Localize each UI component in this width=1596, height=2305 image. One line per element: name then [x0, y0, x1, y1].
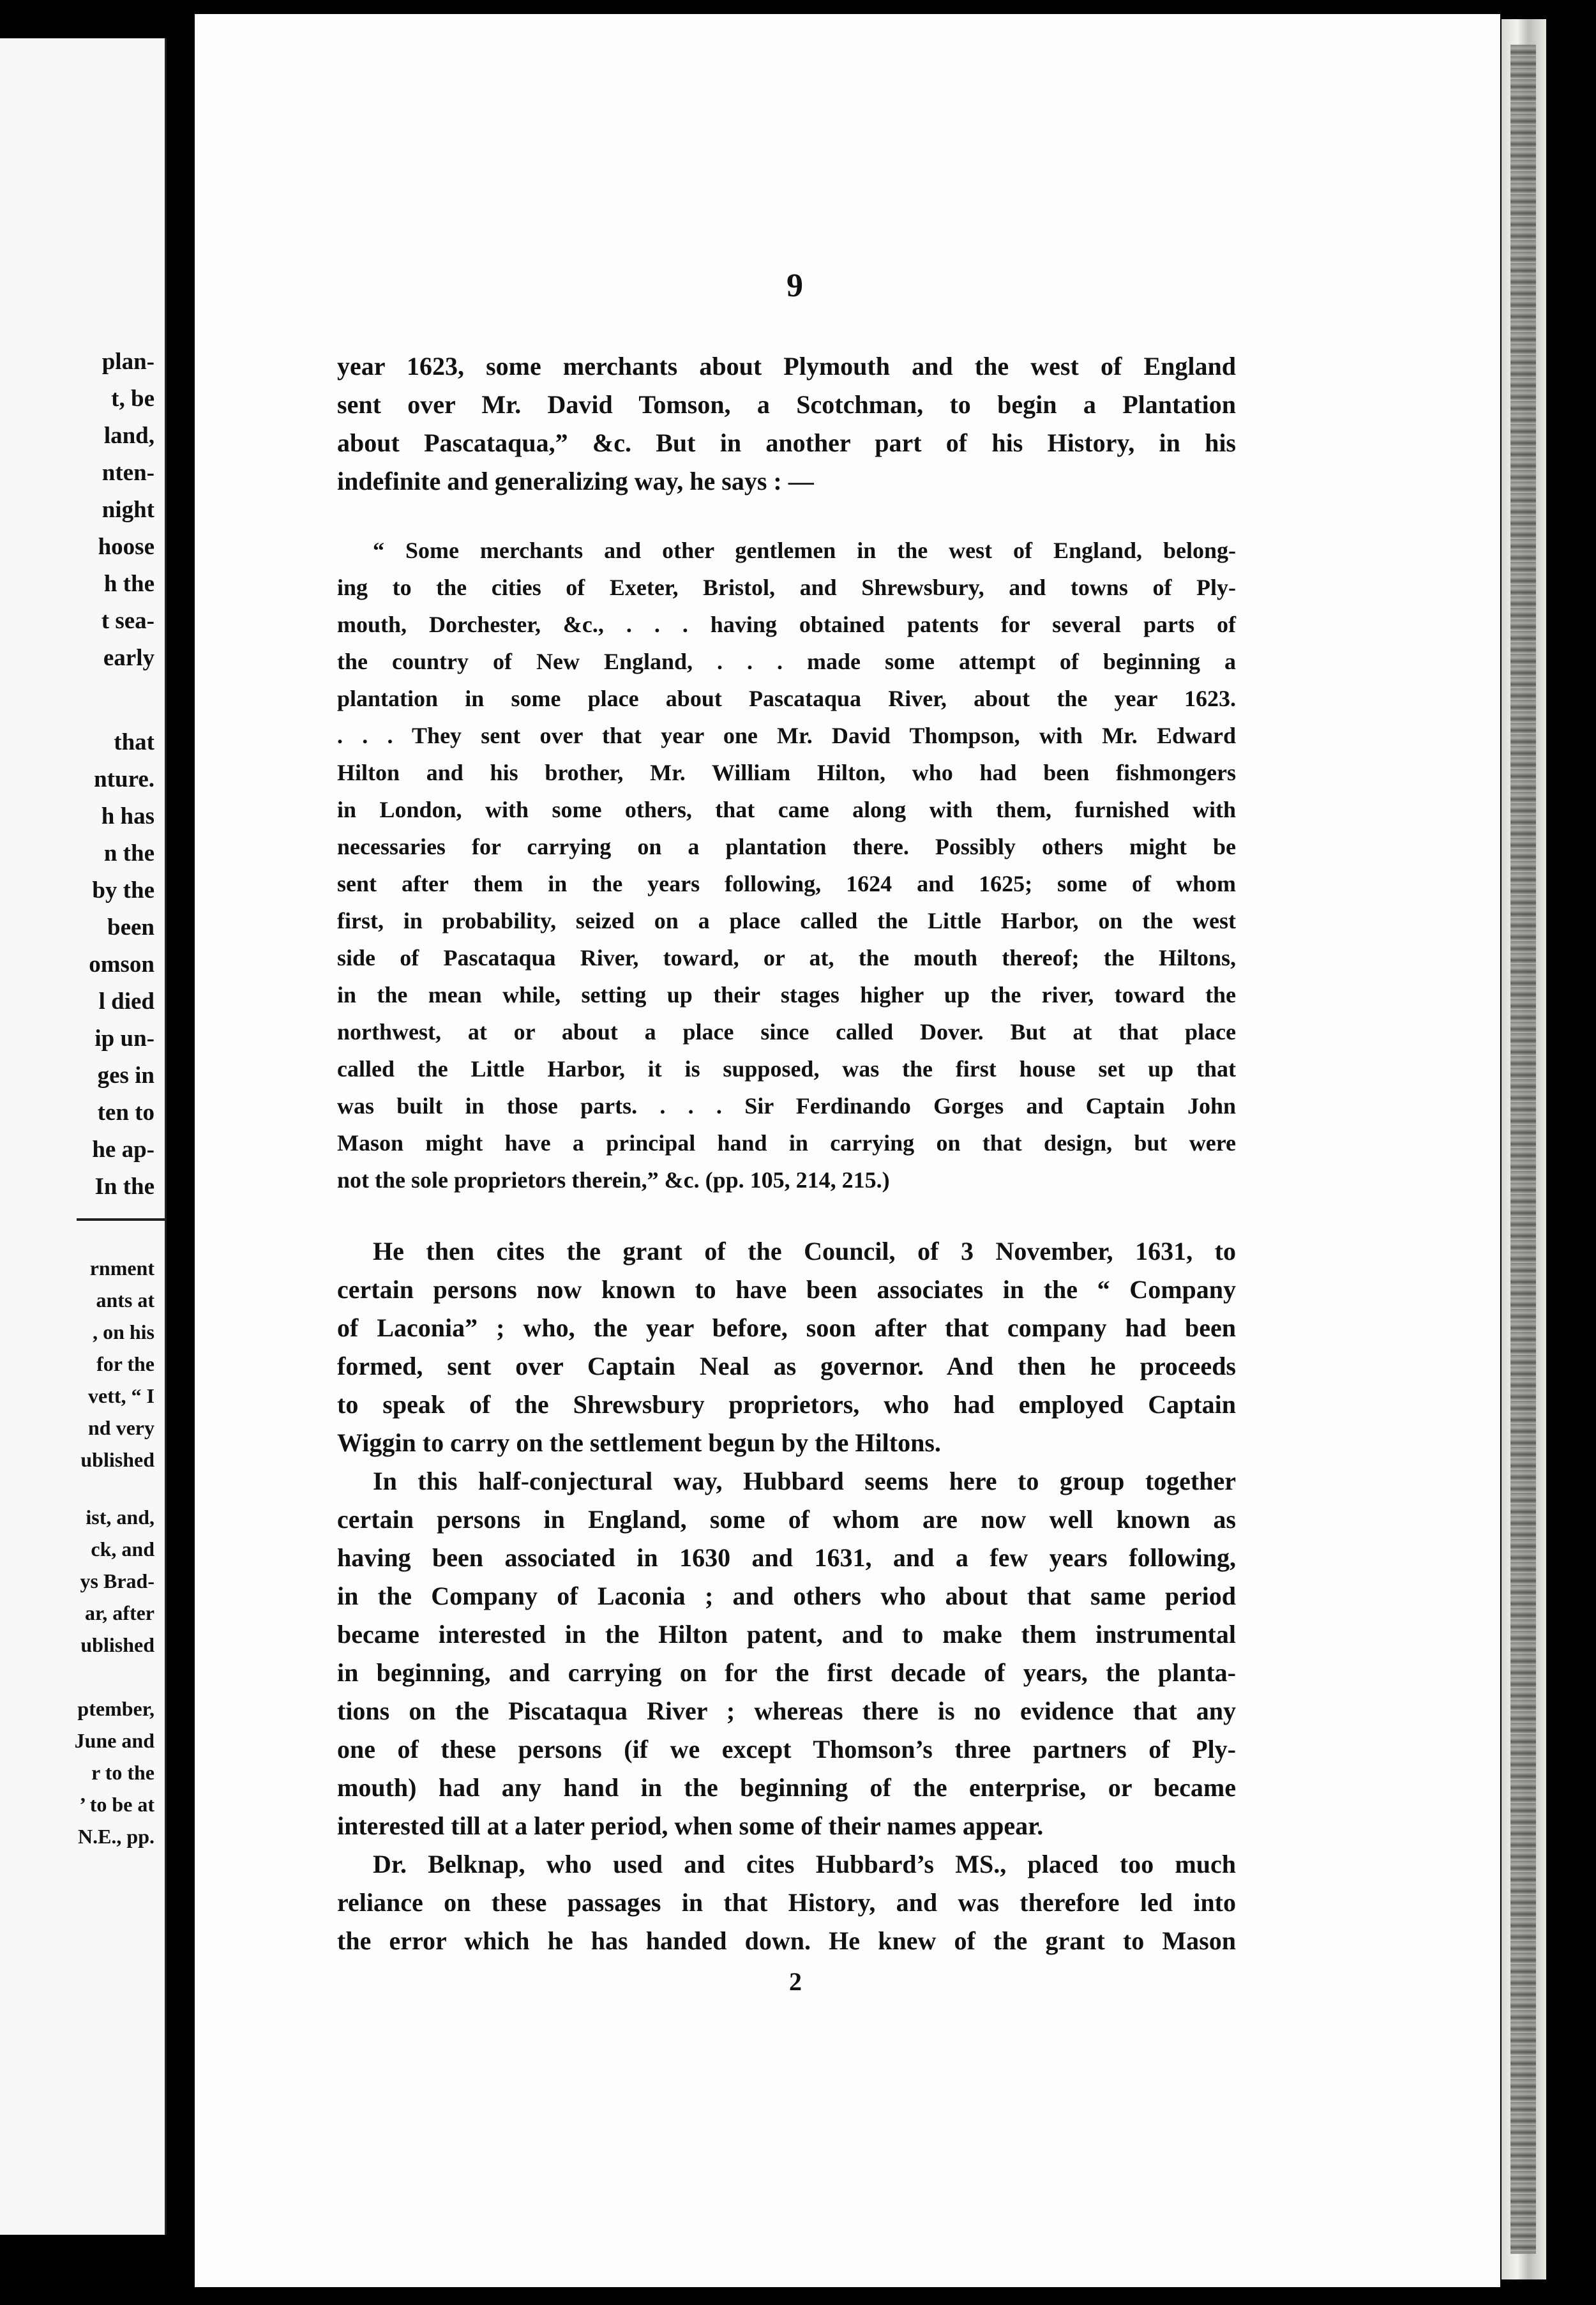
left-page-note-line: ck, and: [91, 1538, 154, 1561]
left-page-note-line: nd very: [88, 1416, 154, 1439]
left-page-line: early: [103, 645, 154, 671]
paragraph-line: mouth) had any hand in the beginning of the enterprise, or became: [337, 1773, 1236, 1802]
left-page-line: by the: [92, 877, 154, 903]
left-page-line: l died: [98, 988, 154, 1015]
quote-line: Hilton and his brother, Mr. William Hilton, who had been fishmongers: [337, 760, 1236, 785]
left-page-line: t, be: [111, 386, 154, 412]
intro-line: indefinite and generalizing way, he says : —: [337, 467, 814, 495]
quote-line: necessaries for carrying on a plantation there. Possibly others might be: [337, 834, 1236, 859]
left-page-line: ten to: [97, 1100, 154, 1126]
quote-line: northwest, at or about a place since called Dover. But at that place: [337, 1019, 1236, 1045]
paragraph-line: of Laconia” ; who, the year before, soon after that company had been: [337, 1313, 1236, 1342]
paragraph-line: Dr. Belknap, who used and cites Hubbard’s MS., placed too much: [373, 1850, 1236, 1878]
left-page-line: nture.: [94, 766, 154, 792]
quote-line: plantation in some place about Pascataqua River, about the year 1623.: [337, 686, 1236, 711]
quote-line: ing to the cities of Exeter, Bristol, and Shrewsbury, and towns of Ply-: [337, 575, 1236, 600]
left-page-line: ges in: [97, 1062, 154, 1089]
left-page-line: nten-: [102, 460, 154, 486]
paragraph-line: the error which he has handed down. He knew of the grant to Mason: [337, 1926, 1236, 1955]
paragraph-line: He then cites the grant of the Council, of 3 November, 1631, to: [373, 1237, 1236, 1266]
left-page-note-line: ’ to be at: [79, 1793, 154, 1816]
left-page-line: night: [102, 497, 154, 523]
page-edge-binding: [1502, 19, 1546, 2279]
paragraph-line: became interested in the Hilton patent, and to make them instrumental: [337, 1620, 1236, 1649]
left-page-note-line: N.E., pp.: [77, 1825, 154, 1848]
quote-line: first, in probability, seized on a place called the Little Harbor, on the west: [337, 908, 1236, 933]
page-number: 9: [787, 268, 803, 304]
previous-page-fragment: [0, 38, 167, 2235]
left-page-line: land,: [103, 423, 154, 449]
paragraph-line: formed, sent over Captain Neal as governor. And then he proceeds: [337, 1352, 1236, 1380]
left-page-note-line: for the: [96, 1352, 154, 1375]
left-page-line: omson: [89, 951, 154, 978]
left-page-note-line: r to the: [91, 1761, 154, 1784]
left-page-line: ip un-: [94, 1025, 154, 1052]
left-page-note-line: vett, “ I: [88, 1384, 154, 1407]
left-page-line: t sea-: [101, 608, 154, 634]
left-page-note-line: , on his: [93, 1320, 154, 1343]
footnote-rule: [77, 1218, 165, 1221]
left-page-line: h has: [101, 803, 154, 829]
left-page-line: plan-: [102, 349, 154, 375]
left-page-line: In the: [94, 1174, 154, 1200]
left-page-note-line: ants at: [96, 1289, 154, 1311]
paragraph-line: to speak of the Shrewsbury proprietors, who had employed Captain: [337, 1390, 1236, 1419]
intro-line: sent over Mr. David Tomson, a Scotchman, to begin a Plantation: [337, 390, 1236, 419]
paragraph-line: reliance on these passages in that History, and was therefore led into: [337, 1888, 1236, 1917]
left-page-note-line: June and: [74, 1729, 154, 1752]
quote-line: the country of New England, . . . made some attempt of beginning a: [337, 649, 1236, 674]
left-page-note-line: ublished: [80, 1448, 154, 1471]
paragraph-line: certain persons in England, some of whom are now well known as: [337, 1505, 1236, 1534]
quote-line: in the mean while, setting up their stages higher up the river, toward the: [337, 982, 1236, 1008]
intro-line: year 1623, some merchants about Plymouth and the west of England: [337, 352, 1236, 381]
signature-mark: 2: [789, 1967, 802, 1996]
paragraph-line: interested till at a later period, when some of their names appear.: [337, 1811, 1044, 1840]
left-page-note-line: ys Brad-: [80, 1569, 154, 1592]
left-page-note-line: ptember,: [77, 1697, 154, 1720]
left-page-note-line: ist, and,: [86, 1506, 154, 1529]
left-page-note-line: rnment: [89, 1257, 154, 1280]
left-page-line: hoose: [98, 534, 154, 560]
paragraph-line: in the Company of Laconia ; and others who about that same period: [337, 1582, 1236, 1610]
paragraph-line: certain persons now known to have been associates in the “ Company: [337, 1275, 1236, 1304]
quote-line: Mason might have a principal hand in carrying on that design, but were: [337, 1130, 1236, 1156]
paragraph-line: Wiggin to carry on the settlement begun by the Hiltons.: [337, 1428, 941, 1457]
paragraph-line: in beginning, and carrying on for the first decade of years, the planta-: [337, 1658, 1236, 1687]
left-page-line: h the: [103, 571, 154, 597]
quote-line: called the Little Harbor, it is supposed, was the first house set up that: [337, 1056, 1236, 1082]
quote-line: sent after them in the years following, 1624 and 1625; some of whom: [337, 871, 1236, 896]
quote-line: was built in those parts. . . . Sir Ferdinando Gorges and Captain John: [337, 1093, 1236, 1119]
quote-line: side of Pascataqua River, toward, or at, the mouth thereof; the Hiltons,: [337, 945, 1236, 971]
left-page-line: been: [107, 914, 154, 941]
quote-line: not the sole proprietors therein,” &c. (pp. 105, 214, 215.): [337, 1167, 890, 1193]
binding-texture: [1510, 45, 1536, 2254]
left-page-note-line: ar, after: [85, 1601, 154, 1624]
paragraph-line: In this half-conjectural way, Hubbard seems here to group together: [373, 1467, 1236, 1495]
paragraph-line: tions on the Piscataqua River ; whereas there is no evidence that any: [337, 1697, 1236, 1725]
quote-line: mouth, Dorchester, &c., . . . having obtained patents for several parts of: [337, 612, 1236, 637]
left-page-line: he ap-: [92, 1137, 154, 1163]
left-page-line: that: [114, 729, 154, 755]
left-page-note-line: ublished: [80, 1633, 154, 1656]
paragraph-line: one of these persons (if we except Thomson’s three partners of Ply-: [337, 1735, 1236, 1764]
quote-line: “ Some merchants and other gentlemen in the west of England, belong-: [373, 538, 1236, 563]
intro-line: about Pascataqua,” &c. But in another part of his History, in his: [337, 428, 1236, 457]
quote-line: . . . They sent over that year one Mr. David Thompson, with Mr. Edward: [337, 723, 1236, 748]
left-page-line: n the: [103, 840, 154, 866]
quote-line: in London, with some others, that came along with them, furnished with: [337, 797, 1236, 822]
paragraph-line: having been associated in 1630 and 1631, and a few years following,: [337, 1543, 1236, 1572]
